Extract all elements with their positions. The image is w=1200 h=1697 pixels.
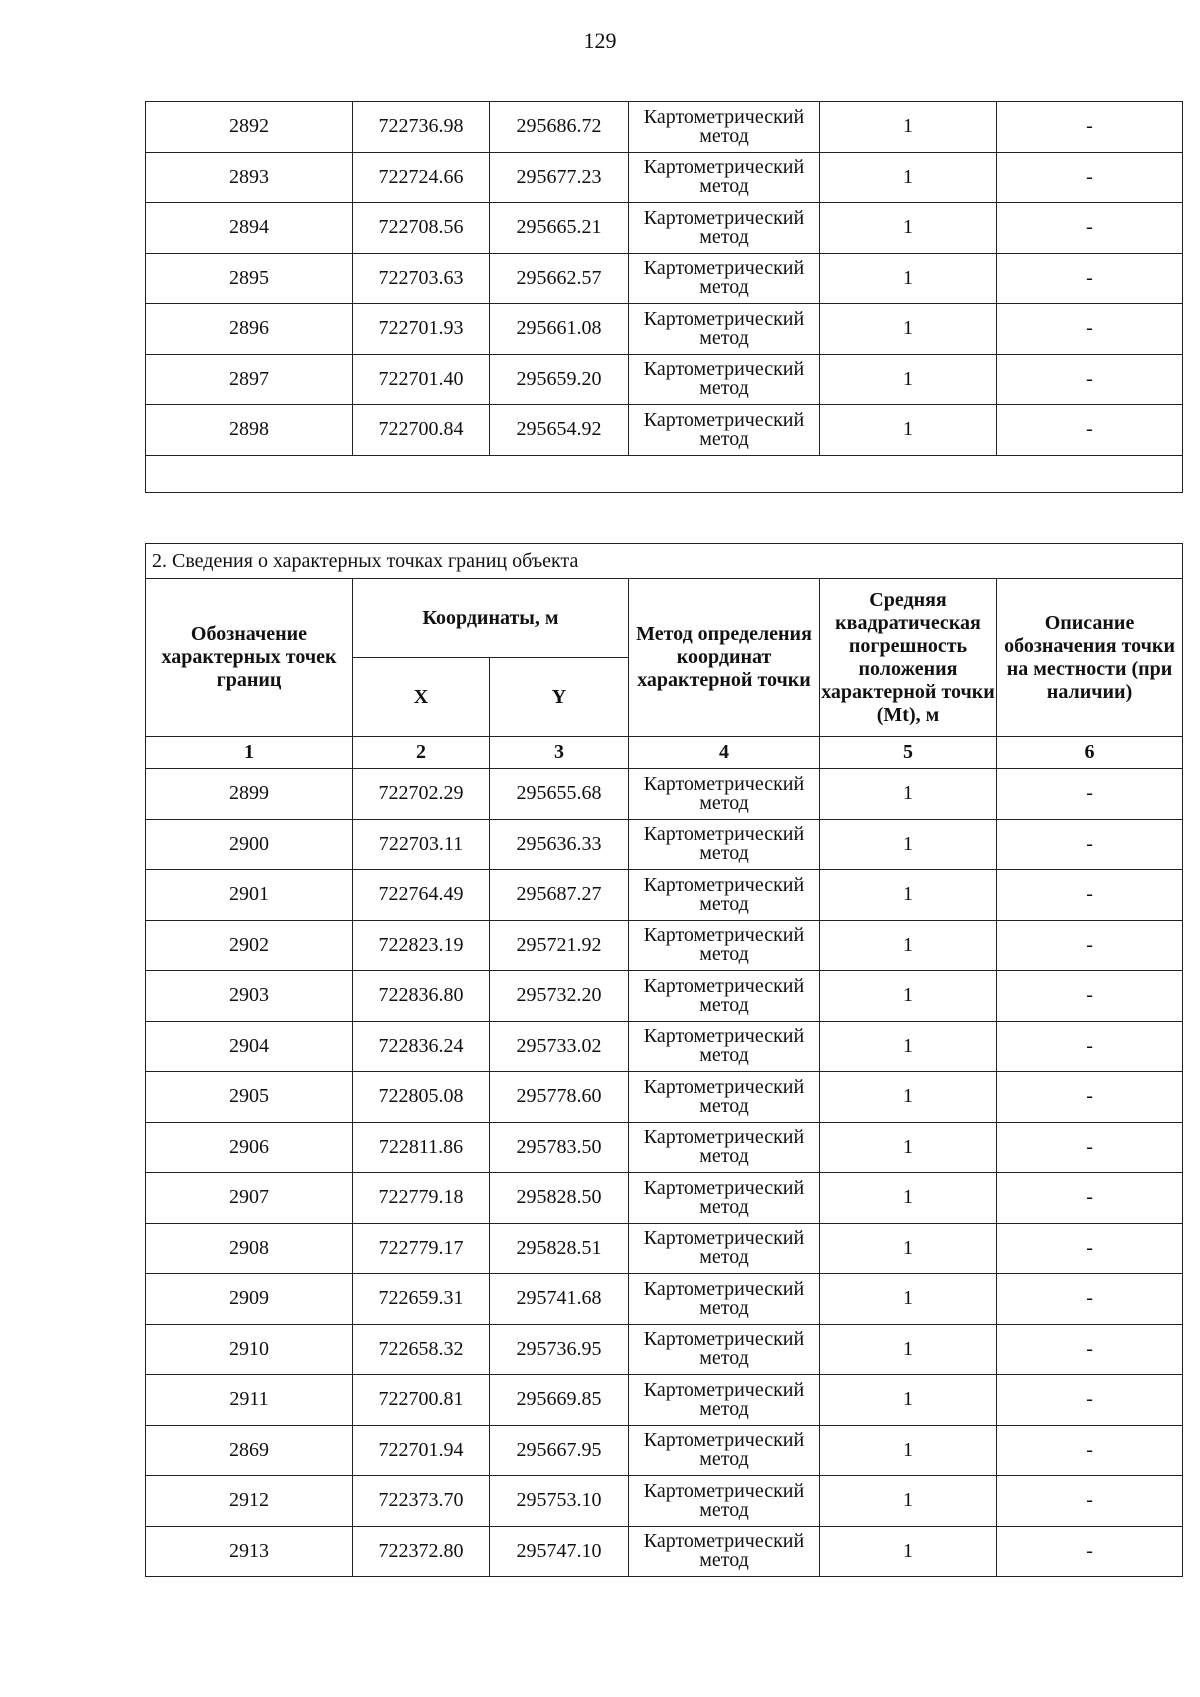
cell-x: 722805.08 [353,1072,490,1123]
table-row [146,1021,1183,1072]
method-line: метод [699,124,749,147]
cell-desc: - [997,920,1183,971]
method-line: Картометрический [643,1328,805,1351]
method-line: Картометрический [643,823,805,846]
cell-desc: - [997,870,1183,921]
method-line: метод [699,842,749,865]
cell-x: 722811.86 [353,1122,490,1173]
cell-method [629,1324,820,1375]
cell-point: 2909 [146,1274,353,1325]
table-row [146,1122,1183,1173]
cell-y: 295753.10 [490,1476,629,1527]
cell-point: 2906 [146,1122,353,1173]
cell-mt: 1 [820,1173,997,1224]
table-row [146,1223,1183,1274]
cell-desc: - [997,819,1183,870]
cell-mt: 1 [820,1476,997,1527]
cell-mt: 1 [820,1425,997,1476]
method-line: Картометрический [643,156,805,179]
method-line: метод [699,1094,749,1117]
table-row [146,304,1183,355]
cell-mt: 1 [820,1375,997,1426]
table-row [146,1476,1183,1527]
cell-y: 295669.85 [490,1375,629,1426]
method-line: метод [699,225,749,248]
table-row [146,1173,1183,1224]
cell-y: 295736.95 [490,1324,629,1375]
table-row [146,152,1183,203]
cell-point: 2892 [146,102,353,153]
cell-method [629,1021,820,1072]
boundary-points-table-body [146,769,1183,1577]
method-line: метод [699,1347,749,1370]
cell-point: 2896 [146,304,353,355]
method-line: метод [699,791,749,814]
cell-x: 722700.84 [353,405,490,456]
cell-method [629,1223,820,1274]
method-line: Картометрический [643,1277,805,1300]
cell-desc: - [997,1072,1183,1123]
cell-method [629,1425,820,1476]
cell-x: 722736.98 [353,102,490,153]
cell-mt: 1 [820,819,997,870]
cell-method [629,1476,820,1527]
method-line: Картометрический [643,974,805,997]
cell-desc: - [997,253,1183,304]
method-line: Картометрический [643,924,805,947]
cell-x: 722836.24 [353,1021,490,1072]
cell-y: 295654.92 [490,405,629,456]
cell-mt: 1 [820,253,997,304]
cell-x: 722836.80 [353,971,490,1022]
method-line: Картометрический [643,1025,805,1048]
cell-method [629,769,820,820]
cell-desc: - [997,1476,1183,1527]
method-line: метод [699,427,749,450]
method-line: Картометрический [643,1227,805,1250]
cell-point: 2900 [146,819,353,870]
cell-mt: 1 [820,102,997,153]
cell-x: 722764.49 [353,870,490,921]
column-number: 5 [820,737,997,769]
table-row [146,102,1183,153]
cell-desc: - [997,152,1183,203]
cell-y: 295828.51 [490,1223,629,1274]
cell-x: 722779.17 [353,1223,490,1274]
cell-mt: 1 [820,203,997,254]
cell-x: 722823.19 [353,920,490,971]
header-mt: Средняя квадратическая погрешность положения характерной точки (Mt), м [820,579,997,737]
cell-desc: - [997,1324,1183,1375]
method-line: Картометрический [643,358,805,381]
table-row [146,354,1183,405]
cell-y: 295732.20 [490,971,629,1022]
cell-point: 2894 [146,203,353,254]
cell-point: 2902 [146,920,353,971]
cell-point: 2898 [146,405,353,456]
points-table-continued [145,101,1183,493]
method-line: Картометрический [643,1479,805,1502]
empty-cell [146,455,1183,492]
cell-method [629,102,820,153]
cell-y: 295686.72 [490,102,629,153]
cell-method [629,253,820,304]
cell-desc: - [997,354,1183,405]
method-line: Картометрический [643,257,805,280]
table-row [146,1072,1183,1123]
method-line: Картометрический [643,408,805,431]
points-table-continued-body [146,102,1183,493]
method-line: метод [699,1246,749,1269]
method-line: метод [699,1145,749,1168]
cell-desc: - [997,203,1183,254]
cell-mt: 1 [820,152,997,203]
cell-method [629,1072,820,1123]
cell-point: 2893 [146,152,353,203]
cell-desc: - [997,971,1183,1022]
cell-point: 2904 [146,1021,353,1072]
cell-point: 2905 [146,1072,353,1123]
cell-x: 722659.31 [353,1274,490,1325]
table-row [146,971,1183,1022]
cell-x: 722701.93 [353,304,490,355]
method-line: Картометрический [643,1126,805,1149]
table-row [146,405,1183,456]
cell-desc: - [997,1375,1183,1426]
cell-method [629,819,820,870]
method-line: Картометрический [643,1530,805,1553]
cell-x: 722708.56 [353,203,490,254]
table-row [146,1375,1183,1426]
cell-method [629,354,820,405]
cell-method [629,920,820,971]
cell-x: 722701.94 [353,1425,490,1476]
cell-y: 295636.33 [490,819,629,870]
method-line: Картометрический [643,1075,805,1098]
cell-y: 295783.50 [490,1122,629,1173]
column-number: 1 [146,737,353,769]
cell-y: 295655.68 [490,769,629,820]
cell-method [629,971,820,1022]
cell-desc: - [997,1425,1183,1476]
cell-mt: 1 [820,1526,997,1577]
table-row [146,1526,1183,1577]
cell-desc: - [997,1122,1183,1173]
method-line: метод [699,1549,749,1572]
cell-x: 722701.40 [353,354,490,405]
cell-method [629,870,820,921]
table-empty-row [146,455,1183,492]
method-line: метод [699,1195,749,1218]
cell-desc: - [997,1526,1183,1577]
cell-mt: 1 [820,1021,997,1072]
cell-y: 295747.10 [490,1526,629,1577]
cell-x: 722724.66 [353,152,490,203]
method-line: Картометрический [643,1378,805,1401]
header-x: X [353,658,490,737]
cell-desc: - [997,769,1183,820]
cell-method [629,1122,820,1173]
method-line: метод [699,1296,749,1319]
header-method: Метод определения координат характерной точки [629,579,820,737]
table-row [146,253,1183,304]
cell-point: 2903 [146,971,353,1022]
cell-x: 722700.81 [353,1375,490,1426]
method-line: метод [699,993,749,1016]
header-y: Y [490,658,629,737]
cell-mt: 1 [820,1223,997,1274]
method-line: метод [699,1448,749,1471]
cell-mt: 1 [820,920,997,971]
cell-mt: 1 [820,1274,997,1325]
cell-point: 2913 [146,1526,353,1577]
page-number: 129 [583,28,617,53]
table-row [146,1274,1183,1325]
cell-method [629,1375,820,1426]
cell-x: 722658.32 [353,1324,490,1375]
method-line: метод [699,943,749,966]
cell-y: 295667.95 [490,1425,629,1476]
cell-desc: - [997,304,1183,355]
cell-desc: - [997,1274,1183,1325]
cell-method [629,405,820,456]
cell-y: 295778.60 [490,1072,629,1123]
table-row [146,1425,1183,1476]
method-line: Картометрический [643,772,805,795]
header-desc: Описание обозначения точки на местности (при наличии) [997,579,1183,737]
cell-method [629,1274,820,1325]
cell-x: 722373.70 [353,1476,490,1527]
cell-method [629,152,820,203]
cell-mt: 1 [820,1122,997,1173]
cell-x: 722703.63 [353,253,490,304]
table-title: 2. Сведения о характерных точках границ объекта [146,544,1183,579]
table-row [146,920,1183,971]
method-line: Картометрический [643,105,805,128]
cell-mt: 1 [820,870,997,921]
cell-y: 295721.92 [490,920,629,971]
cell-point: 2895 [146,253,353,304]
cell-x: 722779.18 [353,1173,490,1224]
method-line: Картометрический [643,206,805,229]
method-line: Картометрический [643,1176,805,1199]
table-row [146,203,1183,254]
cell-point: 2901 [146,870,353,921]
cell-mt: 1 [820,405,997,456]
table-row [146,769,1183,820]
cell-method [629,203,820,254]
table-row [146,870,1183,921]
header-coords: Координаты, м [353,579,629,658]
cell-desc: - [997,1173,1183,1224]
cell-desc: - [997,1021,1183,1072]
cell-point: 2899 [146,769,353,820]
cell-point: 2910 [146,1324,353,1375]
cell-y: 295661.08 [490,304,629,355]
column-number: 2 [353,737,490,769]
method-line: Картометрический [643,873,805,896]
cell-y: 295687.27 [490,870,629,921]
method-line: метод [699,1044,749,1067]
cell-method [629,1173,820,1224]
cell-y: 295733.02 [490,1021,629,1072]
cell-y: 295741.68 [490,1274,629,1325]
cell-mt: 1 [820,1072,997,1123]
cell-mt: 1 [820,304,997,355]
cell-y: 295828.50 [490,1173,629,1224]
cell-x: 722372.80 [353,1526,490,1577]
cell-y: 295677.23 [490,152,629,203]
method-line: Картометрический [643,307,805,330]
cell-desc: - [997,405,1183,456]
method-line: метод [699,1498,749,1521]
cell-y: 295662.57 [490,253,629,304]
method-line: метод [699,1397,749,1420]
cell-point: 2908 [146,1223,353,1274]
cell-y: 295659.20 [490,354,629,405]
method-line: метод [699,276,749,299]
cell-method [629,304,820,355]
cell-mt: 1 [820,1324,997,1375]
cell-mt: 1 [820,354,997,405]
cell-mt: 1 [820,769,997,820]
cell-x: 722702.29 [353,769,490,820]
boundary-points-table [145,543,1183,1577]
method-line: Картометрический [643,1429,805,1452]
cell-point: 2907 [146,1173,353,1224]
method-line: метод [699,175,749,198]
method-line: метод [699,892,749,915]
cell-desc: - [997,102,1183,153]
cell-point: 2869 [146,1425,353,1476]
method-line: метод [699,326,749,349]
column-number: 3 [490,737,629,769]
cell-point: 2911 [146,1375,353,1426]
table-row [146,1324,1183,1375]
cell-mt: 1 [820,971,997,1022]
cell-desc: - [997,1223,1183,1274]
column-number: 6 [997,737,1183,769]
table-row [146,819,1183,870]
column-number: 4 [629,737,820,769]
cell-y: 295665.21 [490,203,629,254]
header-point: Обозначение характерных точек границ [146,579,353,737]
cell-point: 2912 [146,1476,353,1527]
cell-point: 2897 [146,354,353,405]
cell-x: 722703.11 [353,819,490,870]
cell-method [629,1526,820,1577]
method-line: метод [699,377,749,400]
